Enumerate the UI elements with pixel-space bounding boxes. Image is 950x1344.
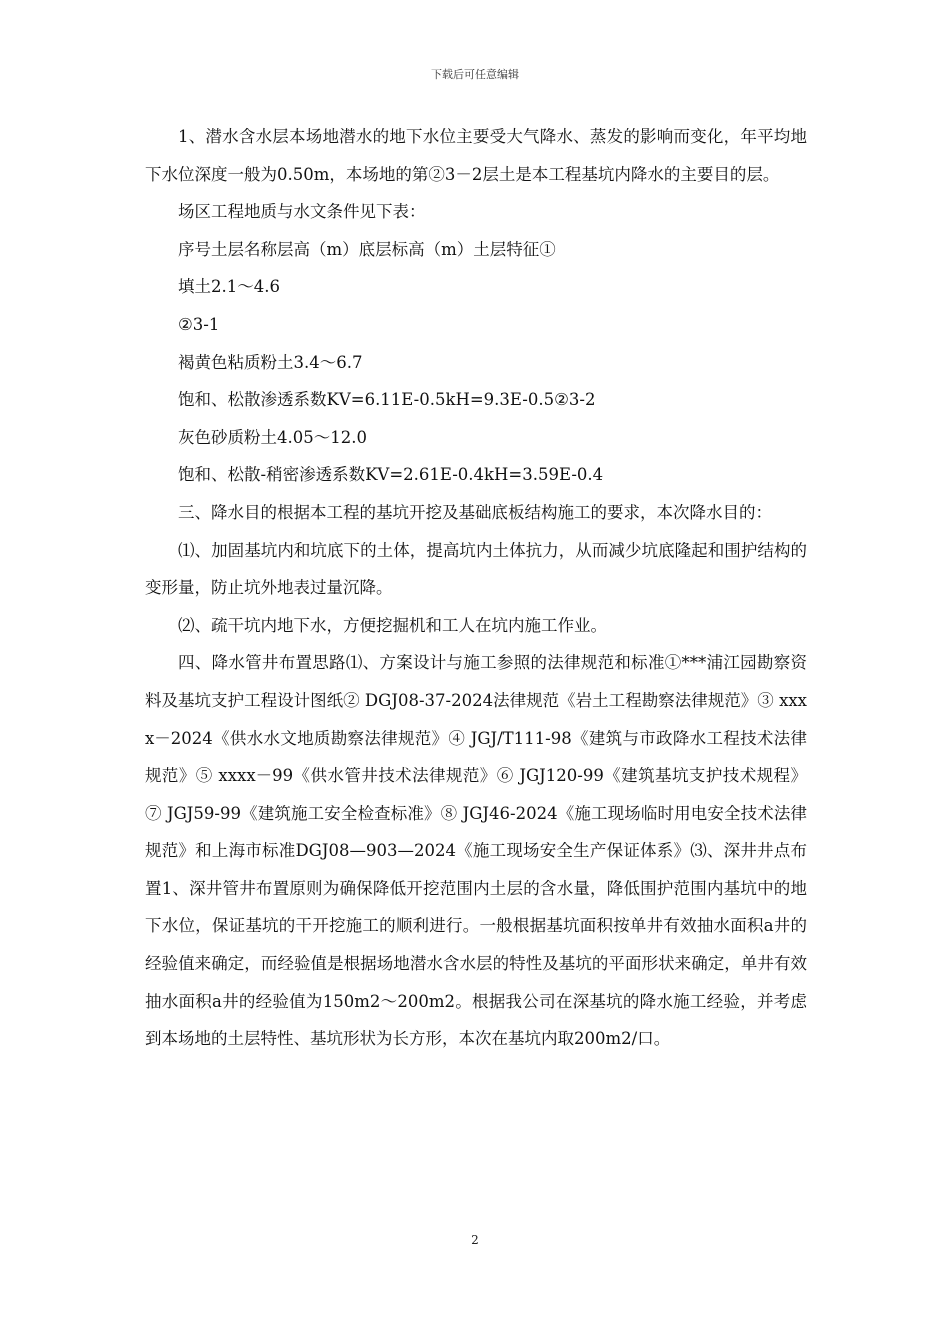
paragraph-dewatering-purpose: 三、降水目的根据本工程的基坑开挖及基础底板结构施工的要求，本次降水目的： <box>178 502 772 522</box>
paragraph-purpose-2: ⑵、疏干坑内地下水，方便挖掘机和工人在坑内施工作业。 <box>178 615 607 635</box>
paragraph-fill-soil: 填土2.1～4.6 <box>178 277 280 297</box>
paragraph-table-intro: 场区工程地质与水文条件见下表： <box>178 202 426 222</box>
paragraph-clayey-silt: 褐黄色粘质粉土3.4～6.7 <box>178 352 363 372</box>
paragraph-permeability-1: 饱和、松散渗透系数KV=6.11E-0.5kH=9.3E-0.5②3-2 <box>178 390 596 410</box>
page-header: 下载后可任意编辑 <box>431 68 519 81</box>
paragraph-sandy-silt: 灰色砂质粉土4.05～12.0 <box>178 427 367 447</box>
paragraph-layer-3-1: ②3-1 <box>178 314 220 334</box>
paragraph-table-header: 序号土层名称层高（m）底层标高（m）土层特征① <box>178 239 556 259</box>
paragraph-well-layout: 四、降水管井布置思路⑴、方案设计与施工参照的法律规范和标准①***浦江园勘察资料及基坑支护工程设计图纸② DGJ08-37-2024法律规范《岩土工程勘察法律规范》③ xxxx－2024《供水水文地质勘察法律规范》④ JGJ/T111-98《建筑与市政降水工程技术法律规范》⑤ xxxx－99《供水管井技术法律规范》⑥ JGJ120-99《建筑基坑支护技术规程》⑦ JGJ59-99《建筑施工安全检查标准》⑧ JGJ46-2024《施工现场临时用电安全技术法律规范》和上海市标准DGJ08—903—2024《施工现场安全生产保证体系》⑶、深井井点布置1、深井管井布置原则为确保降低开挖范围内土层的含水量，降低围护范围内基坑中的地下水位，保证基坑的干开挖施工的顺利进行。一般根据基坑面积按单井有效抽水面积a井的经验值来确定，而经验值是根据场地潜水含水层的特性及基坑的平面形状来确定，单井有效抽水面积a井的经验值为150m2～200m2。根据我公司在深基坑的降水施工经验，并考虑到本场地的土层特性、基坑形状为长方形，本次在基坑内取200m2/口。 <box>145 653 807 1049</box>
page-number: 2 <box>471 1233 479 1247</box>
paragraph-permeability-2: 饱和、松散-稍密渗透系数KV=2.61E-0.4kH=3.59E-0.4 <box>178 465 604 485</box>
document-body <box>145 118 807 1058</box>
paragraph-aquifer: 1、潜水含水层本场地潜水的地下水位主要受大气降水、蒸发的影响而变化，年平均地下水位深度一般为0.50m，本场地的第②3－2层土是本工程基坑内降水的主要目的层。 <box>145 127 807 184</box>
paragraph-purpose-1: ⑴、加固基坑内和坑底下的土体，提高坑内土体抗力，从而减少坑底隆起和围护结构的变形量，防止坑外地表过量沉降。 <box>145 540 807 598</box>
